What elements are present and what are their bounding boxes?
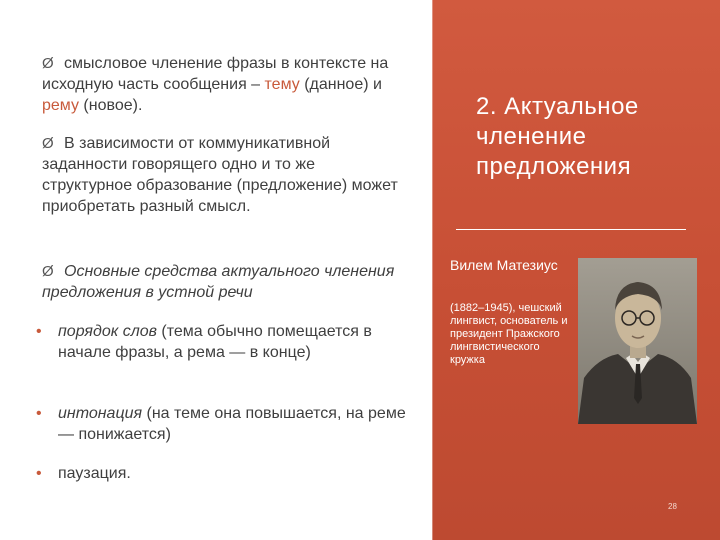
bullet-1-text xyxy=(58,321,406,363)
point-2 xyxy=(42,133,402,217)
point-3 xyxy=(42,261,402,303)
point-3-text: Основные средства актуального членения предложения в устной речи xyxy=(42,263,395,301)
person-bio: (1882–1945), чешский лингвист, основатель и президент Пражского лингвистического кружка xyxy=(450,302,568,366)
point-1 xyxy=(42,53,402,116)
bullet-item-intonation xyxy=(36,403,406,445)
title-underline xyxy=(456,229,686,230)
arrow-bullet-icon: Ø xyxy=(42,135,54,152)
dot-bullet-icon: • xyxy=(36,323,42,340)
term-rema: рему xyxy=(42,97,79,114)
bullet-1-em: порядок слов xyxy=(58,323,157,340)
slide-title: 2. Актуальное членение предложения xyxy=(476,93,639,180)
portrait-photo xyxy=(578,258,697,424)
arrow-bullet-icon: Ø xyxy=(42,55,54,72)
bullet-1-rest: (тема обычно помещается в начале фразы, а рема — в конце) xyxy=(58,323,372,361)
term-tema: тему xyxy=(264,76,300,93)
dot-bullet-icon: • xyxy=(36,405,42,422)
point-1-post: (новое). xyxy=(78,97,143,114)
bullet-item-word-order xyxy=(36,321,406,363)
page-number: 28 xyxy=(668,502,677,511)
bullet-2-text xyxy=(58,403,406,445)
arrow-bullet-icon: Ø xyxy=(42,263,54,280)
point-1-pre: смысловое членение фразы в контексте на исходную часть сообщения – xyxy=(42,55,389,93)
portrait-illustration xyxy=(578,258,697,424)
bullet-2-rest: (на теме она повышается, на реме — понижается) xyxy=(58,405,406,443)
panel-divider xyxy=(432,0,433,540)
bullet-item-pausing xyxy=(36,463,406,484)
dot-bullet-icon: • xyxy=(36,465,42,482)
point-1-mid: (данное) и xyxy=(299,76,382,93)
person-name: Вилем Матезиус xyxy=(450,257,558,273)
bullet-2-em: интонация xyxy=(58,405,143,422)
point-2-text: В зависимости от коммуникативной заданности говорящего одно и то же структурное образование (предложение) может приобретать разный смысл. xyxy=(42,135,398,215)
bullet-3-text: паузация. xyxy=(58,465,131,482)
